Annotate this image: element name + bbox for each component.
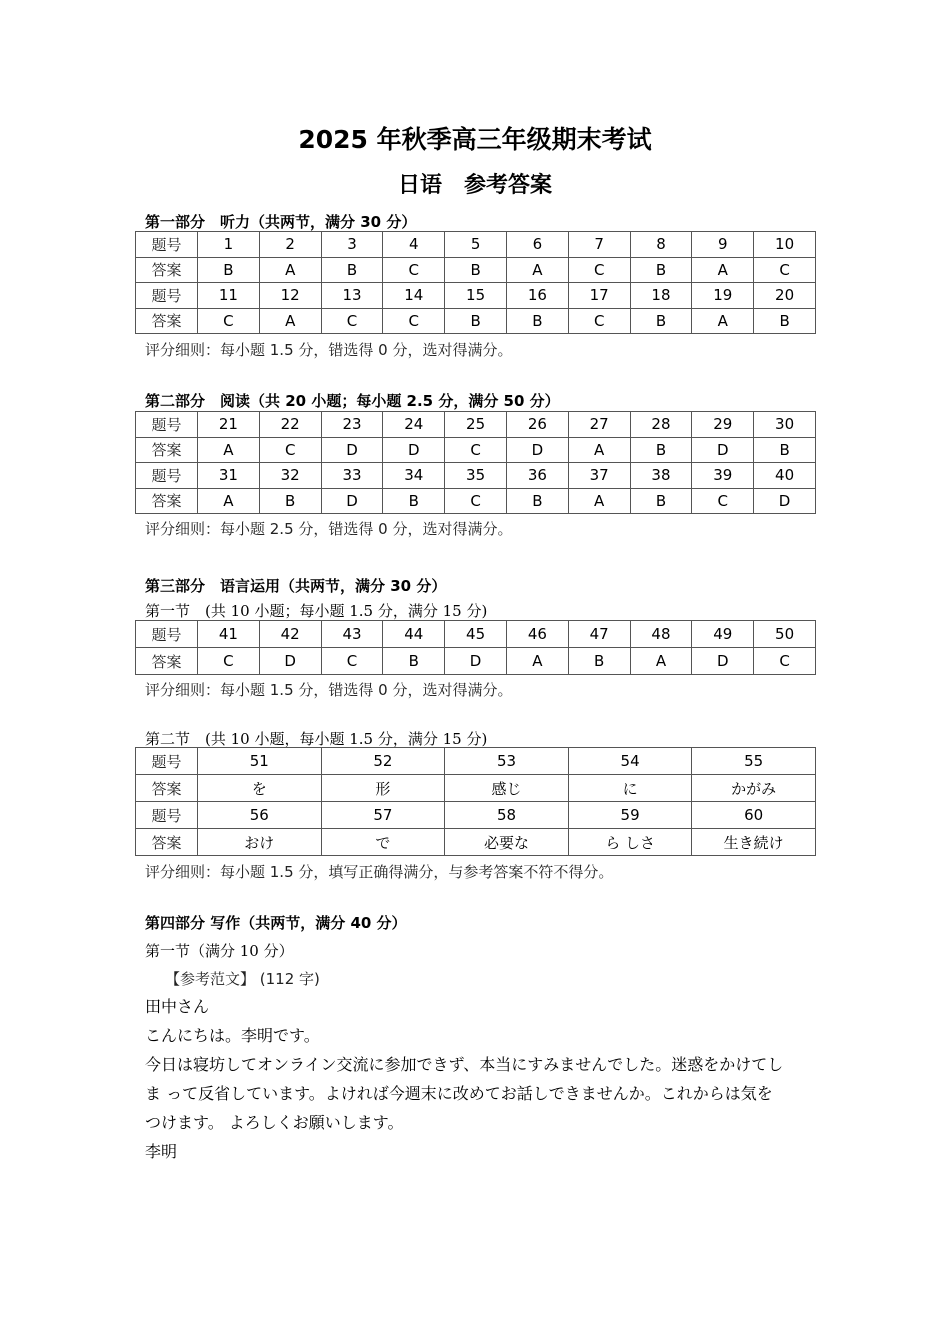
answer-cell: D [692, 648, 754, 675]
answer-cell: B [383, 648, 445, 675]
sample-essay [145, 992, 825, 1166]
answer-cell: A [259, 308, 321, 334]
question-number-cell: 16 [506, 283, 568, 309]
answer-row [136, 829, 816, 856]
question-number-cell: 33 [321, 463, 383, 489]
question-number-cell: 8 [630, 232, 692, 258]
question-number-cell: 15 [445, 283, 507, 309]
question-number-cell: 52 [321, 748, 445, 775]
question-number-cell: 40 [754, 463, 816, 489]
answer-cell: B [506, 488, 568, 514]
question-number-label: 题号 [136, 283, 198, 309]
part1-heading: 第一部分 听力（共两节，满分 30 分） [145, 213, 417, 231]
answer-cell: A [259, 257, 321, 283]
question-number-cell: 47 [568, 621, 630, 648]
exam-title: 2025 年秋季高三年级期末考试 [298, 125, 652, 154]
question-number-cell: 35 [445, 463, 507, 489]
answer-cell: B [259, 488, 321, 514]
answer-cell: D [506, 437, 568, 463]
answer-cell: D [754, 488, 816, 514]
essay-line: 李明 [145, 1142, 178, 1161]
question-number-cell: 22 [259, 412, 321, 438]
question-number-label: 题号 [136, 463, 198, 489]
essay-line: こんにちは。李明です。 [145, 1026, 320, 1045]
question-number-label: 题号 [136, 748, 198, 775]
answer-cell: に [568, 775, 692, 802]
answer-cell: 形 [321, 775, 445, 802]
question-number-cell: 43 [321, 621, 383, 648]
answer-row [136, 488, 816, 514]
answer-cell: D [445, 648, 507, 675]
question-number-cell: 21 [198, 412, 260, 438]
question-number-cell: 19 [692, 283, 754, 309]
question-number-cell: 48 [630, 621, 692, 648]
part4-section1-heading: 第一节（满分 10 分） [145, 942, 294, 960]
part3-section2-heading: 第二节 (共 10 小题，每小题 1.5 分，满分 15 分) [145, 730, 488, 748]
answer-cell: 生き続け [692, 829, 816, 856]
part3-section2-scoring-note: 评分细则：每小题 1.5 分，填写正确得满分，与参考答案不符不得分。 [145, 863, 614, 881]
answer-cell: A [506, 257, 568, 283]
question-number-cell: 60 [692, 802, 816, 829]
question-number-cell: 5 [445, 232, 507, 258]
essay-line: ま って反省しています。よければ今週末に改めてお話しできませんか。これからは気を [145, 1084, 773, 1103]
answer-cell: A [198, 488, 260, 514]
part2-heading: 第二部分 阅读（共 20 小题；每小题 2.5 分，满分 50 分） [145, 392, 560, 410]
answer-cell: B [630, 488, 692, 514]
question-number-cell: 23 [321, 412, 383, 438]
question-number-cell: 14 [383, 283, 445, 309]
question-number-cell: 39 [692, 463, 754, 489]
part1-scoring-note: 评分细则：每小题 1.5 分，错选得 0 分，选对得满分。 [145, 341, 513, 359]
answer-cell: C [568, 308, 630, 334]
answer-label: 答案 [136, 488, 198, 514]
answer-cell: B [630, 437, 692, 463]
answer-cell: B [630, 257, 692, 283]
answer-cell: B [198, 257, 260, 283]
question-number-cell: 28 [630, 412, 692, 438]
part4-heading: 第四部分 写作（共两节，满分 40 分） [145, 914, 407, 932]
answer-cell: B [754, 308, 816, 334]
question-number-cell: 31 [198, 463, 260, 489]
question-number-cell: 3 [321, 232, 383, 258]
question-number-cell: 56 [198, 802, 322, 829]
answer-cell: B [321, 257, 383, 283]
answer-cell: A [630, 648, 692, 675]
answer-label: 答案 [136, 257, 198, 283]
question-number-cell: 54 [568, 748, 692, 775]
question-number-cell: 18 [630, 283, 692, 309]
question-number-cell: 45 [445, 621, 507, 648]
answer-cell: 感じ [445, 775, 569, 802]
question-number-cell: 50 [754, 621, 816, 648]
question-row [136, 232, 816, 258]
answer-cell: C [321, 308, 383, 334]
question-number-cell: 27 [568, 412, 630, 438]
question-number-cell: 57 [321, 802, 445, 829]
answer-cell: A [198, 437, 260, 463]
answer-cell: D [692, 437, 754, 463]
answer-cell: 必要な [445, 829, 569, 856]
answer-cell: A [506, 648, 568, 675]
question-number-cell: 9 [692, 232, 754, 258]
answer-cell: を [198, 775, 322, 802]
answer-cell: C [383, 308, 445, 334]
question-row [136, 621, 816, 648]
answer-cell: A [692, 308, 754, 334]
answer-row [136, 257, 816, 283]
essay-line: 田中さん [145, 997, 210, 1016]
answer-cell: D [383, 437, 445, 463]
question-number-label: 题号 [136, 412, 198, 438]
answer-cell: A [692, 257, 754, 283]
part1-answer-table [135, 231, 816, 334]
question-row [136, 802, 816, 829]
part3-section1-heading: 第一节 (共 10 小题；每小题 1.5 分，满分 15 分) [145, 602, 488, 620]
answer-label: 答案 [136, 308, 198, 334]
answer-cell: C [198, 648, 260, 675]
answer-cell: B [754, 437, 816, 463]
answer-cell: C [568, 257, 630, 283]
question-number-cell: 29 [692, 412, 754, 438]
exam-subtitle: 日语 参考答案 [397, 173, 552, 198]
answer-row [136, 648, 816, 675]
question-number-cell: 25 [445, 412, 507, 438]
sample-essay-label: 【参考范文】 (112 字) [165, 970, 320, 988]
part2-answer-table [135, 411, 816, 514]
answer-cell: C [321, 648, 383, 675]
answer-cell: ら しさ [568, 829, 692, 856]
question-number-cell: 6 [506, 232, 568, 258]
answer-row [136, 775, 816, 802]
answer-row [136, 437, 816, 463]
question-number-cell: 10 [754, 232, 816, 258]
question-number-cell: 49 [692, 621, 754, 648]
answer-label: 答案 [136, 775, 198, 802]
question-number-label: 题号 [136, 232, 198, 258]
question-number-cell: 20 [754, 283, 816, 309]
answer-cell: C [383, 257, 445, 283]
question-number-label: 题号 [136, 621, 198, 648]
question-number-cell: 36 [506, 463, 568, 489]
question-number-cell: 1 [198, 232, 260, 258]
answer-cell: A [568, 437, 630, 463]
part2-scoring-note: 评分细则：每小题 2.5 分，错选得 0 分，选对得满分。 [145, 520, 513, 538]
question-number-cell: 44 [383, 621, 445, 648]
answer-cell: C [445, 437, 507, 463]
question-number-cell: 41 [198, 621, 260, 648]
answer-cell: C [692, 488, 754, 514]
question-row [136, 283, 816, 309]
part3-heading: 第三部分 语言运用（共两节，满分 30 分） [145, 577, 447, 595]
question-number-cell: 58 [445, 802, 569, 829]
answer-cell: C [754, 648, 816, 675]
question-number-cell: 34 [383, 463, 445, 489]
answer-cell: C [198, 308, 260, 334]
question-number-cell: 7 [568, 232, 630, 258]
question-number-cell: 46 [506, 621, 568, 648]
essay-line: つけます。 よろしくお願いします。 [145, 1113, 404, 1132]
part3-section2-table [135, 747, 816, 856]
answer-cell: おけ [198, 829, 322, 856]
answer-cell: B [568, 648, 630, 675]
question-row [136, 748, 816, 775]
question-number-cell: 42 [259, 621, 321, 648]
answer-cell: A [568, 488, 630, 514]
answer-label: 答案 [136, 829, 198, 856]
question-number-cell: 24 [383, 412, 445, 438]
part3-section1-scoring-note: 评分细则：每小题 1.5 分，错选得 0 分，选对得满分。 [145, 681, 513, 699]
question-number-cell: 13 [321, 283, 383, 309]
question-number-cell: 11 [198, 283, 260, 309]
question-number-cell: 51 [198, 748, 322, 775]
answer-cell: C [259, 437, 321, 463]
question-number-cell: 4 [383, 232, 445, 258]
question-row [136, 463, 816, 489]
answer-cell: C [445, 488, 507, 514]
answer-cell: B [445, 308, 507, 334]
answer-cell: B [506, 308, 568, 334]
answer-cell: C [754, 257, 816, 283]
question-number-cell: 17 [568, 283, 630, 309]
question-number-cell: 26 [506, 412, 568, 438]
part3-section1-table [135, 620, 816, 675]
answer-cell: D [321, 488, 383, 514]
question-number-cell: 32 [259, 463, 321, 489]
answer-label: 答案 [136, 648, 198, 675]
answer-cell: D [321, 437, 383, 463]
answer-cell: B [630, 308, 692, 334]
answer-label: 答案 [136, 437, 198, 463]
answer-row [136, 308, 816, 334]
question-row [136, 412, 816, 438]
answer-cell: で [321, 829, 445, 856]
question-number-cell: 30 [754, 412, 816, 438]
question-number-cell: 53 [445, 748, 569, 775]
answer-cell: D [259, 648, 321, 675]
question-number-cell: 59 [568, 802, 692, 829]
answer-cell: B [445, 257, 507, 283]
answer-cell: かがみ [692, 775, 816, 802]
answer-cell: B [383, 488, 445, 514]
question-number-label: 题号 [136, 802, 198, 829]
question-number-cell: 2 [259, 232, 321, 258]
question-number-cell: 12 [259, 283, 321, 309]
essay-line: 今日は寝坊してオンライン交流に参加できず、本当にすみませんでした。迷惑をかけてし [145, 1055, 784, 1074]
question-number-cell: 55 [692, 748, 816, 775]
question-number-cell: 37 [568, 463, 630, 489]
question-number-cell: 38 [630, 463, 692, 489]
